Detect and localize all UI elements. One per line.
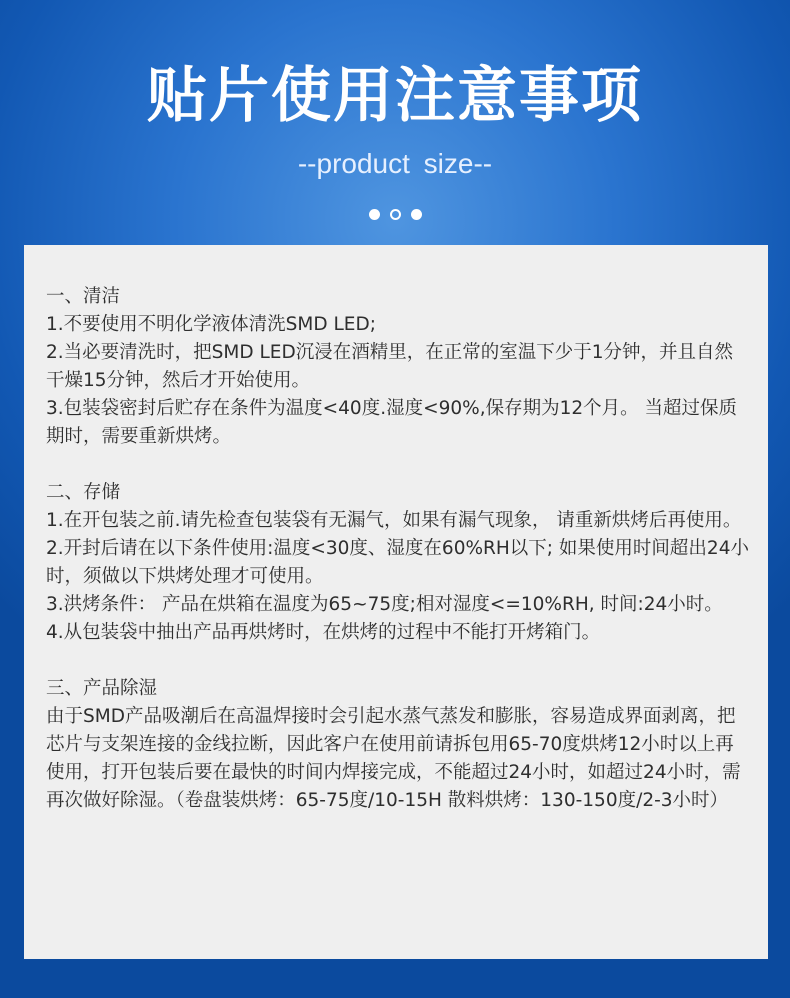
page-title: 贴片使用注意事项	[147, 61, 643, 131]
dot-filled-icon	[411, 209, 422, 220]
content-panel	[24, 245, 768, 959]
dot-hollow-icon	[390, 209, 401, 220]
section-heading: 三、产品除湿	[46, 678, 158, 699]
dot-filled-icon	[369, 209, 380, 220]
page-subtitle: --product size--	[297, 148, 493, 179]
decorative-dots	[0, 206, 790, 222]
section-heading: 一、清洁	[46, 286, 121, 307]
section-line: 2.开封后请在以下条件使用:温度<30度、湿度在60%RH以下; 如果使用时间超出24小时，须做以下烘烤处理才可使用。	[46, 538, 749, 587]
section-line: 3.包装袋密封后贮存在条件为温度<40度.湿度<90%,保存期为12个月。 当超过保质期时，需要重新烘烤。	[46, 398, 737, 447]
section-line: 由于SMD产品吸潮后在高温焊接时会引起水蒸气蒸发和膨胀，容易造成界面剥离，把芯片与支架连接的金线拉断，因此客户在使用前请拆包用65-70度烘烤12小时以上再使用，打开包装后要在最快的时间内焊接完成，不能超过24小时，如超过24小时，需再次做好除湿。（卷盘装烘烤：65-75度/10-15H 散料烘烤：130-150度/2-3小时）	[46, 706, 741, 811]
section-line: 3.洪烤条件： 产品在烘箱在温度为65~75度;相对湿度<=10%RH, 时间:24小时。	[46, 594, 723, 615]
section-line: 2.当必要清洗时，把SMD LED沉浸在酒精里，在正常的室温下少于1分钟，并且自然干燥15分钟，然后才开始使用。	[46, 342, 733, 391]
section-line: 1.在开包装之前.请先检查包装袋有无漏气，如果有漏气现象， 请重新烘烤后再使用。	[46, 510, 742, 531]
section-storage	[46, 479, 750, 647]
section-heading: 二、存储	[46, 482, 121, 503]
section-dehumidify	[46, 675, 750, 815]
section-line: 4.从包装袋中抽出产品再烘烤时，在烘烤的过程中不能打开烤箱门。	[46, 622, 601, 643]
section-cleaning	[46, 283, 750, 451]
section-line: 1.不要使用不明化学液体清洗SMD LED;	[46, 314, 376, 335]
